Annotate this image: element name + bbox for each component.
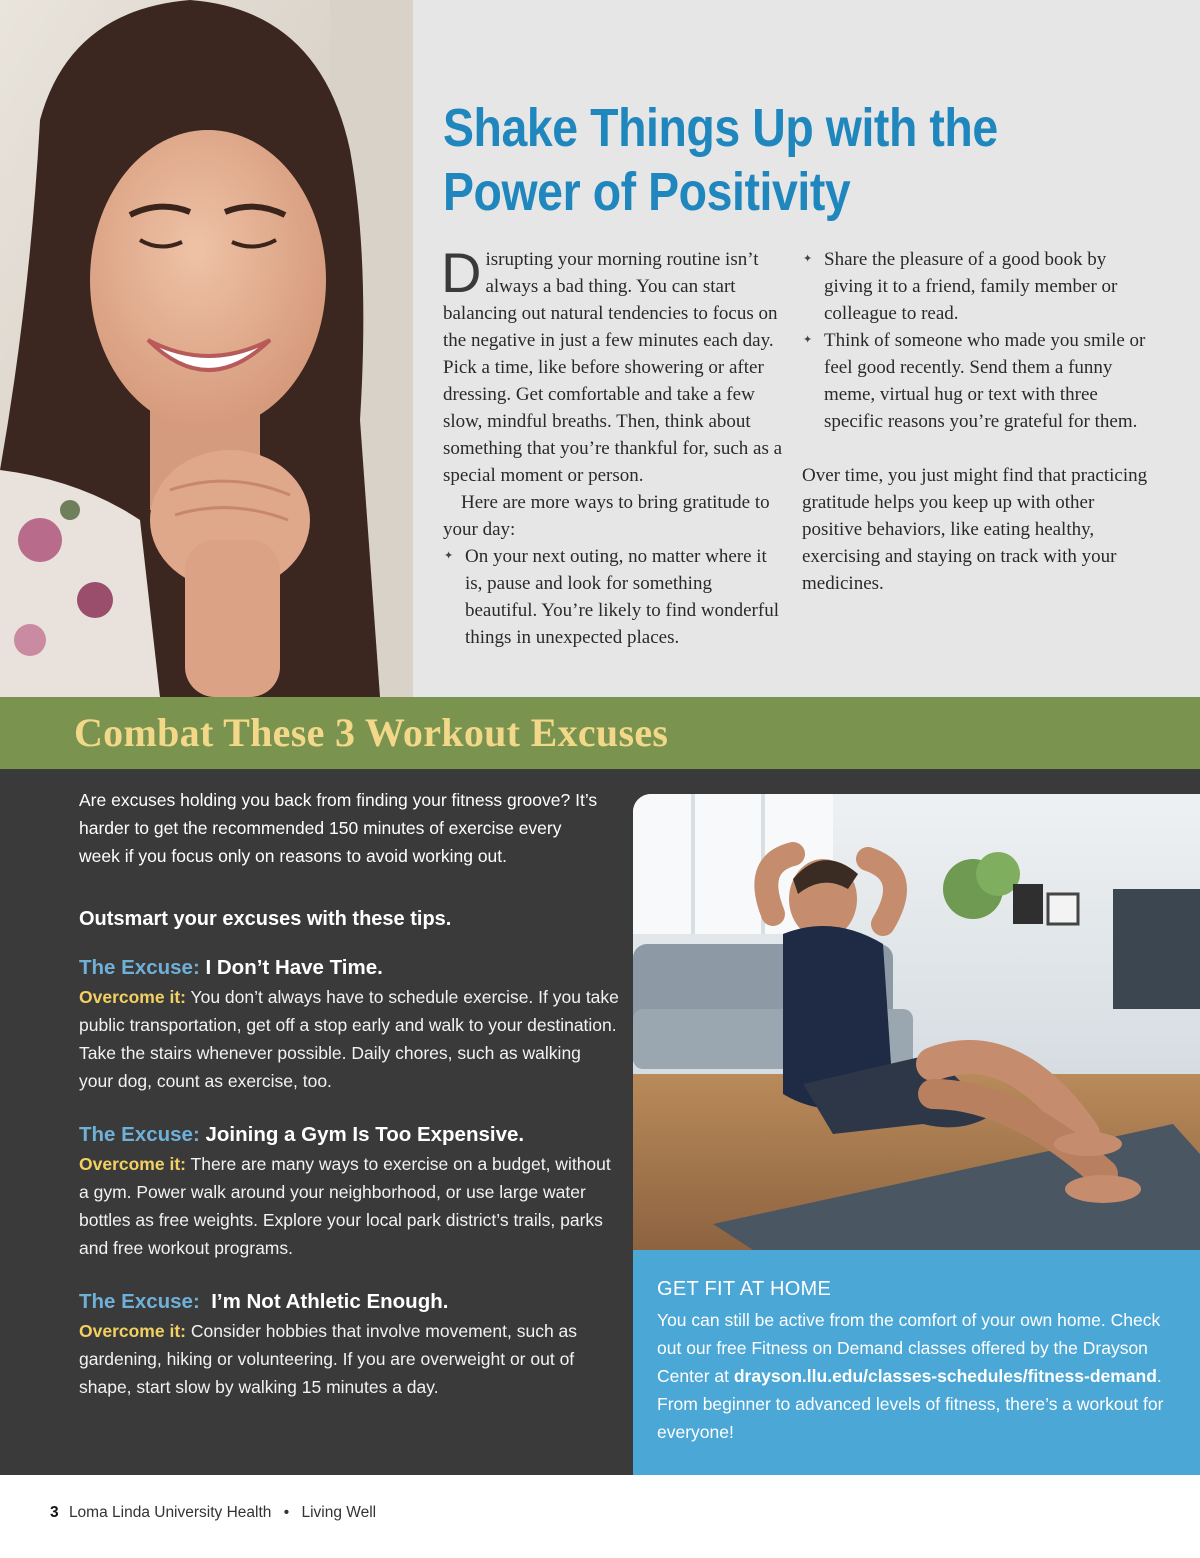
- gratitude-lead-in: Here are more ways to bring gratitude to your day:: [443, 492, 770, 540]
- closing-paragraph: Over time, you just might find that practicing gratitude helps you keep up with other positive behaviors, like eating healthy, exercising and staying on track with your medicines.: [802, 465, 1148, 594]
- overcome-label: Overcome it:: [79, 1154, 186, 1174]
- workout-section-banner: [0, 697, 1200, 769]
- callout-text-after: . From beginner to advanced levels of fitness, there’s a workout for everyone!: [657, 1366, 1164, 1442]
- gratitude-bullet: ✦ Share the pleasure of a good book by giving it to a friend, family member or colleague to read.: [802, 246, 1152, 327]
- workout-intro: Are excuses holding you back from finding your fitness groove? It’s harder to get the recommended 150 minutes of exercise every week if you focus only on reasons to avoid working out.: [79, 790, 598, 866]
- excuse-title: I’m Not Athletic Enough.: [211, 1290, 449, 1313]
- intro-paragraph: [441, 241, 783, 489]
- excuse-title: I Don’t Have Time.: [205, 956, 383, 979]
- gratitude-bullet: ✦ Think of someone who made you smile or feel good recently. Send them a funny meme, virtual hug or text with three specific reasons you’re grateful for them.: [802, 327, 1152, 435]
- excuse-advice: [79, 1317, 619, 1401]
- excuse-advice-text: You don’t always have to schedule exercise. If you take public transportation, get off a stop early and walk to your destination. Take the stairs whenever possible. Daily chores, such as walking your dog, count as exercise, too.: [79, 987, 619, 1091]
- get-fit-at-home-callout: [633, 1250, 1200, 1475]
- excuse-advice: [79, 1150, 619, 1262]
- article-title-line-2: Power of Positivity: [443, 162, 851, 222]
- tips-heading: Outsmart your excuses with these tips.: [79, 908, 452, 930]
- callout-text: [657, 1306, 1177, 1446]
- article-title: [443, 96, 1163, 224]
- excuse-advice-text: There are many ways to exercise on a budget, without a gym. Power walk around your neighborhood, or use large water bottles as free weights. Explore your local park district’s trails, parks and free workout programs.: [79, 1154, 611, 1258]
- publisher-name: Loma Linda University Health: [68, 1504, 272, 1521]
- article-title-line-1: Shake Things Up with the: [443, 98, 998, 158]
- banner-title: Combat These 3 Workout Excuses: [74, 710, 669, 755]
- excuse-label: The Excuse:: [79, 956, 200, 979]
- article-column-right: [802, 246, 1152, 597]
- excuse-label: The Excuse:: [79, 1123, 200, 1146]
- excuse-heading: [79, 1120, 619, 1150]
- excuse-block: [79, 1120, 619, 1262]
- excuse-heading: [79, 953, 619, 983]
- article-column-left: [441, 241, 783, 651]
- callout-heading: GET FIT AT HOME: [657, 1278, 832, 1300]
- excuse-advice: [79, 983, 619, 1095]
- drayson-link[interactable]: drayson.llu.edu/classes-schedules/fitness-demand: [733, 1366, 1157, 1386]
- excuse-block: [79, 953, 619, 1095]
- excuse-label: The Excuse:: [79, 1290, 200, 1313]
- drop-cap: D: [441, 241, 482, 304]
- excuse-heading: [79, 1287, 619, 1317]
- smiling-woman-photo: [0, 0, 413, 697]
- excuse-title: Joining a Gym Is Too Expensive.: [205, 1123, 525, 1146]
- publication-name: Living Well: [301, 1504, 377, 1521]
- excuse-block: [79, 1287, 619, 1401]
- intro-text: isrupting your morning routine isn’t always a bad thing. You can start balancing out natural tendencies to focus on the negative in just a few minutes each day. Pick a time, like before showering or after dressing. Get comfortable and take a few slow, mindful breaths. Then, think about something that you’re thankful for, such as a special moment or person.: [443, 249, 783, 486]
- excuse-advice-text: Consider hobbies that involve movement, such as gardening, hiking or volunteering. If you are overweight or out of shape, start slow by walking 15 minutes a day.: [79, 1321, 578, 1397]
- page-footer: [50, 1504, 376, 1522]
- home-workout-photo: [633, 794, 1200, 1250]
- gratitude-bullet: ✦ On your next outing, no matter where it is, pause and look for something beautiful. You’re likely to find wonderful things in unexpected places.: [443, 543, 783, 651]
- overcome-label: Overcome it:: [79, 987, 186, 1007]
- footer-separator: •: [283, 1504, 290, 1521]
- gratitude-article-section: [0, 0, 1200, 697]
- callout-text-before: You can still be active from the comfort of your own home. Check out our free Fitness on Demand classes offered by the Drayson Center at: [657, 1310, 1161, 1386]
- page-number: 3: [50, 1504, 59, 1521]
- overcome-label: Overcome it:: [79, 1321, 186, 1341]
